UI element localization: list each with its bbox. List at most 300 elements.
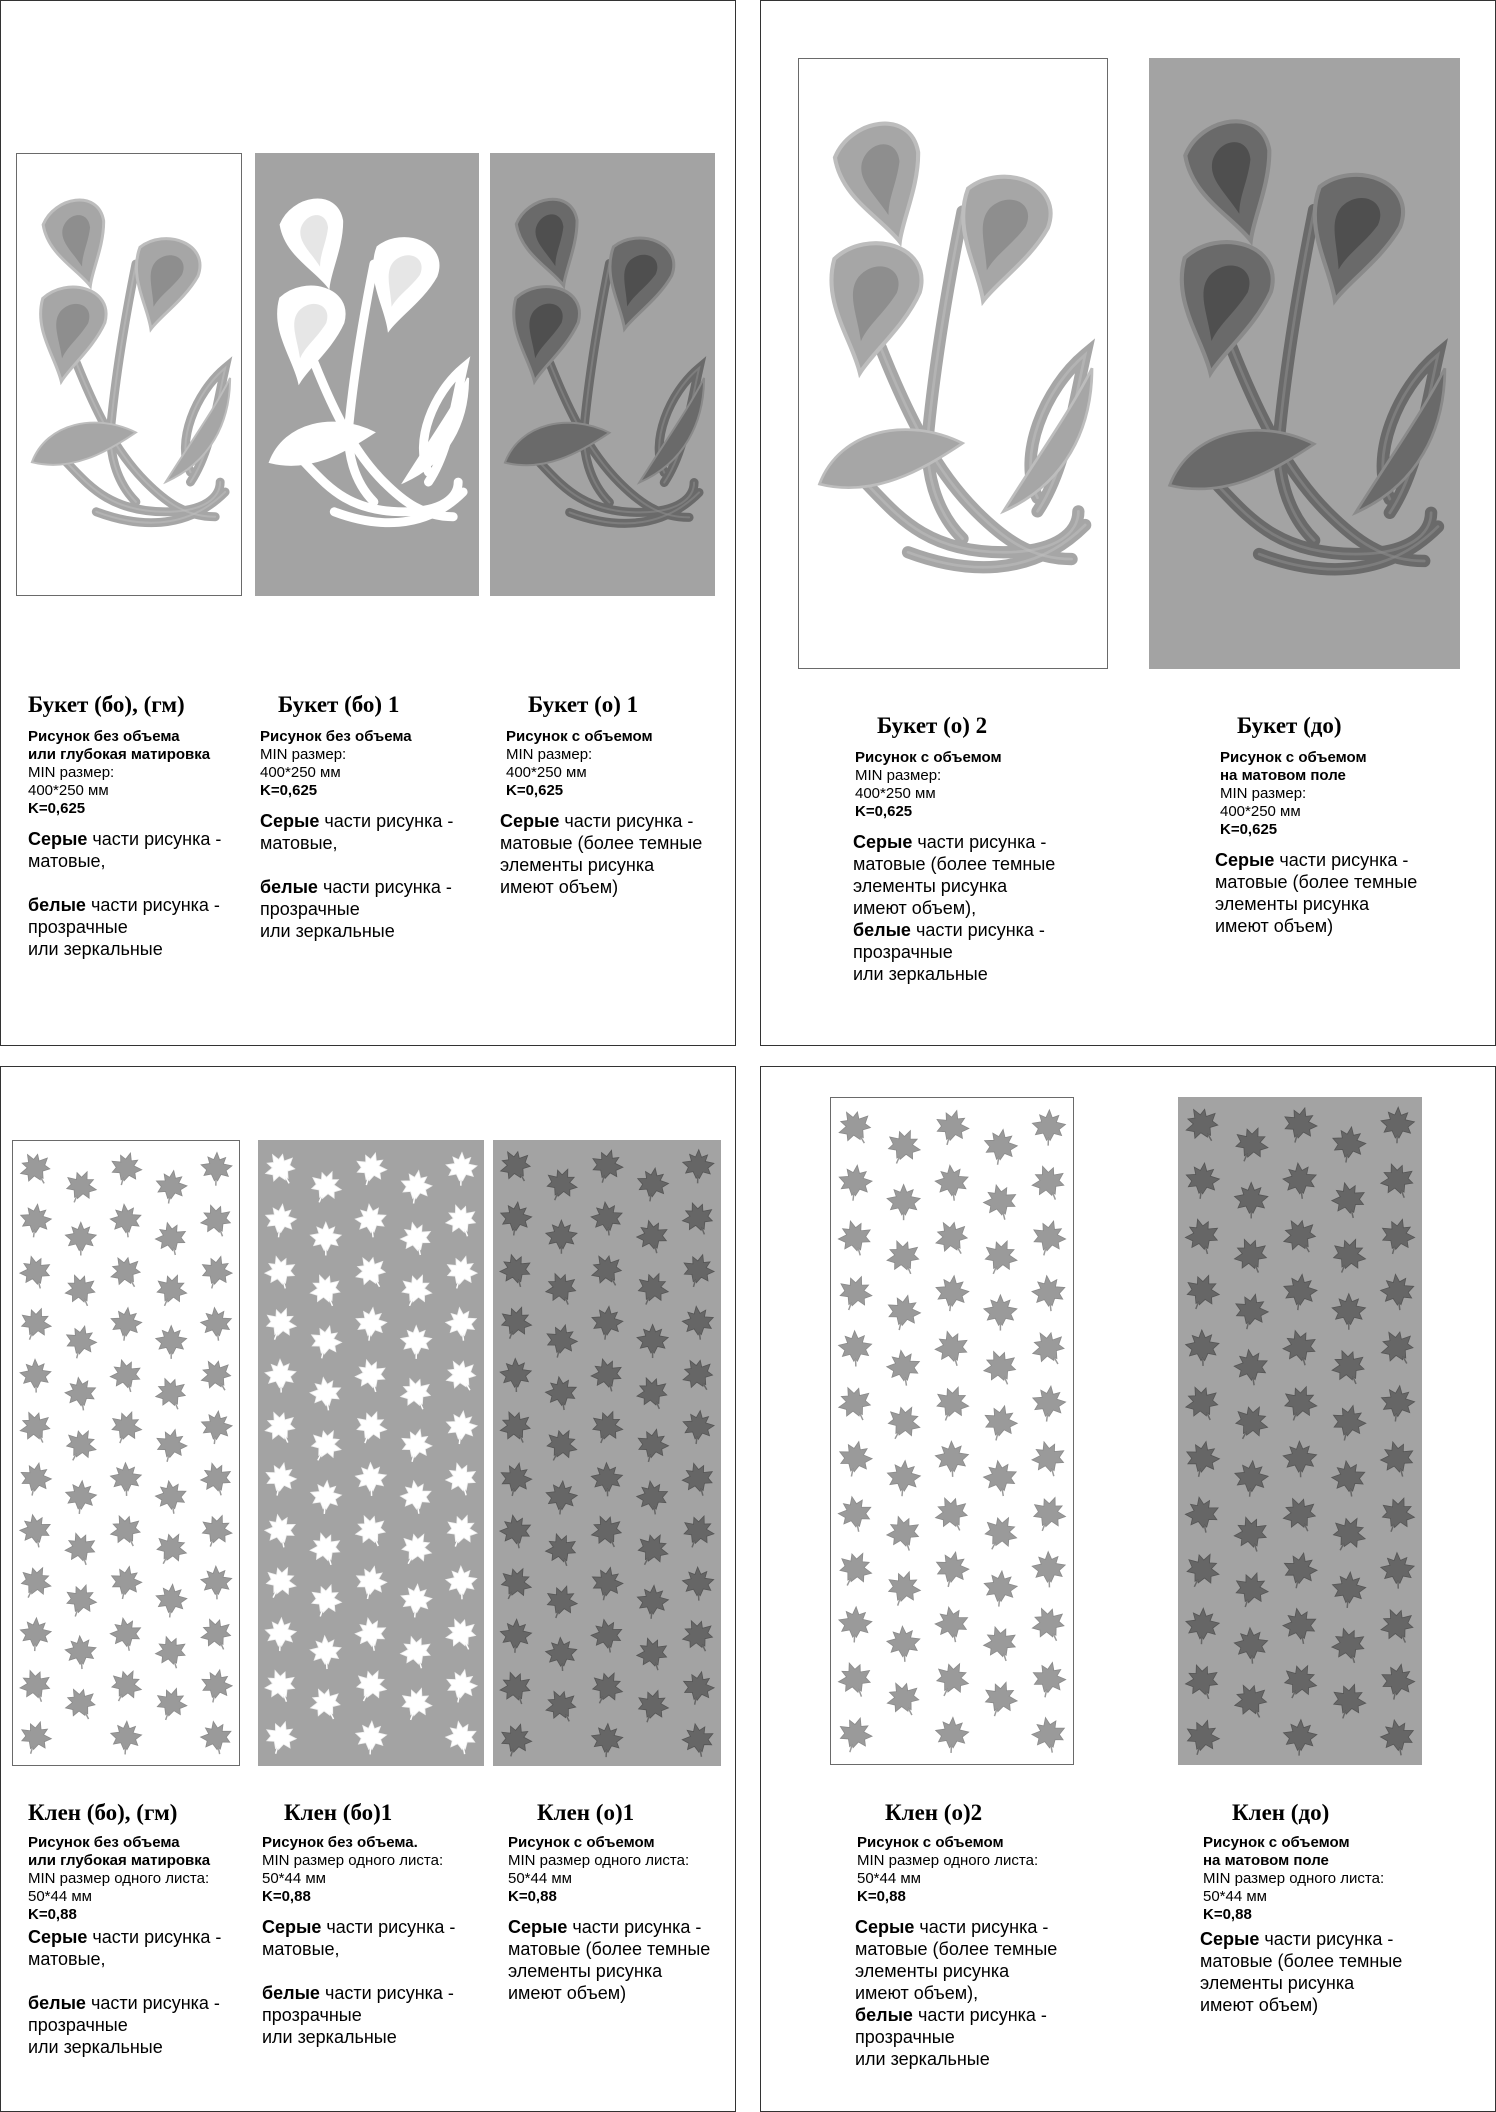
leaf-icon	[835, 1438, 875, 1480]
leaf-icon	[834, 1713, 876, 1757]
leaf-icon	[1328, 1179, 1369, 1222]
design-title: Букет (бо), (гм)	[28, 692, 185, 717]
leaf-icon	[585, 1248, 629, 1293]
leaf-icon	[881, 1676, 927, 1723]
leaf-icon	[1229, 1568, 1272, 1613]
leaf-icon	[1232, 1347, 1271, 1388]
leaf-icon	[1029, 1659, 1069, 1701]
leaf-icon	[62, 1322, 100, 1362]
design-title: Букет (о) 2	[877, 713, 988, 738]
leaf-icon	[882, 1234, 926, 1280]
leaf-icon	[1330, 1458, 1369, 1499]
leaf-icon	[260, 1406, 302, 1449]
leaf-icon	[307, 1322, 345, 1362]
design-note: Серые части рисунка - матовые (более темные элементы рисунка имеют объем), белые части рисунка - прозрачные или зеркальные	[855, 1917, 1058, 2069]
leaf-icon	[886, 1625, 922, 1663]
leaf-icon	[1328, 1401, 1369, 1444]
design-preview-maple-o-2	[830, 1097, 1074, 1765]
design-title: Клен (до)	[1232, 1800, 1330, 1825]
leaf-icon	[1376, 1215, 1418, 1259]
leaf-icon	[545, 1636, 578, 1672]
leaf-icon	[929, 1214, 976, 1262]
leaf-icon	[198, 1667, 235, 1706]
leaf-icon	[676, 1353, 720, 1398]
leaf-icon	[984, 1295, 1017, 1331]
leaf-icon	[1278, 1381, 1322, 1427]
leaf-icon	[677, 1614, 719, 1658]
leaf-icon	[497, 1512, 534, 1551]
leaf-icon	[1327, 1344, 1372, 1390]
leaf-icon	[309, 1635, 342, 1670]
leaf-icon	[196, 1613, 238, 1656]
leaf-icon	[200, 1565, 232, 1599]
leaf-icon	[19, 1617, 52, 1652]
leaf-icon	[678, 1250, 717, 1291]
design-preview-maple-bo-1	[258, 1140, 484, 1766]
leaf-icon	[445, 1565, 477, 1599]
design-card-maple-bo-gm	[28, 1800, 243, 2058]
leaf-icon	[442, 1252, 481, 1293]
leaf-icon	[16, 1252, 55, 1293]
leaf-icon	[1228, 1678, 1274, 1725]
leaf-icon	[632, 1685, 672, 1727]
leaf-icon	[1325, 1511, 1371, 1559]
leaf-icon	[1030, 1384, 1067, 1424]
leaf-icon	[589, 1617, 626, 1656]
design-preview-bouquet-do	[1149, 58, 1460, 669]
leaf-pattern	[13, 1141, 239, 1765]
leaf-icon	[1329, 1124, 1368, 1165]
leaf-icon	[1332, 1294, 1365, 1330]
leaf-icon	[931, 1327, 973, 1370]
leaf-icon	[883, 1291, 924, 1334]
leaf-icon	[306, 1528, 346, 1569]
design-specs: Рисунок с объемом на матовом поле MIN размер: 400*250 мм K=0,625	[1220, 749, 1367, 838]
leaf-icon	[679, 1459, 718, 1500]
leaf-icon	[935, 1441, 969, 1478]
design-note: белые части рисунка - прозрачные или зеркальные	[262, 1983, 454, 2047]
leaf-icon	[832, 1104, 879, 1152]
design-specs: Рисунок без объема MIN размер: 400*250 мм K=0,625	[260, 728, 412, 799]
leaf-icon	[880, 1399, 926, 1446]
leaf-icon	[836, 1494, 875, 1535]
leaf-icon	[587, 1146, 626, 1187]
leaf-icon	[882, 1566, 925, 1611]
leaf-icon	[1228, 1399, 1274, 1447]
design-card-maple-o-1	[508, 1800, 728, 2004]
design-card-maple-bo-1	[262, 1800, 482, 2048]
design-specs: Рисунок без объема или глубокая матировка MIN размер: 400*250 мм K=0,625	[28, 728, 211, 817]
leaf-icon	[441, 1510, 482, 1552]
leaf-icon	[885, 1348, 923, 1388]
leaf-icon	[591, 1723, 624, 1758]
leaf-icon	[929, 1656, 974, 1703]
leaf-icon	[306, 1580, 346, 1622]
leaf-icon	[353, 1615, 390, 1654]
leaf-icon	[395, 1269, 436, 1312]
leaf-icon	[979, 1677, 1022, 1722]
leaf-icon	[837, 1163, 874, 1203]
leaf-icon	[1231, 1290, 1272, 1333]
leaf-icon	[262, 1512, 299, 1551]
leaf-icon	[151, 1373, 192, 1416]
leaf-icon	[979, 1622, 1022, 1666]
leaf-icon	[1029, 1714, 1068, 1755]
leaf-icon	[1180, 1380, 1226, 1427]
design-title: Клен (о)1	[537, 1800, 635, 1825]
leaf-icon	[935, 1716, 970, 1753]
leaf-icon	[352, 1356, 391, 1397]
leaf-icon	[494, 1562, 537, 1606]
leaf-icon	[679, 1669, 717, 1708]
leaf-icon	[398, 1478, 434, 1516]
leaf-icon	[586, 1510, 628, 1554]
leaf-icon	[262, 1460, 299, 1499]
leaf-icon	[977, 1510, 1023, 1557]
leaf-icon	[151, 1632, 191, 1673]
leaf-icon	[264, 1617, 297, 1652]
leaf-icon	[150, 1527, 193, 1571]
leaf-icon	[441, 1200, 482, 1242]
leaf-icon	[1233, 1627, 1269, 1665]
leaf-icon	[443, 1718, 480, 1757]
leaf-icon	[540, 1684, 583, 1728]
leaf-icon	[260, 1303, 301, 1345]
leaf-icon	[500, 1358, 532, 1393]
leaf-icon	[1181, 1659, 1225, 1704]
design-card-bouquet-bo-gm	[28, 692, 243, 960]
leaf-icon	[589, 1304, 624, 1341]
leaf-icon	[933, 1163, 970, 1203]
leaf-icon	[1027, 1492, 1071, 1537]
leaf-icon	[443, 1667, 480, 1706]
design-preview-maple-o-1	[493, 1140, 721, 1766]
flower-icon	[799, 59, 1107, 668]
leaf-icon	[1379, 1384, 1417, 1424]
leaf-icon	[681, 1409, 716, 1446]
leaf-icon	[442, 1459, 481, 1500]
leaf-icon	[633, 1217, 671, 1257]
leaf-icon	[444, 1306, 479, 1343]
design-specs: Рисунок с объемом MIN размер: 400*250 мм K=0,625	[855, 749, 1002, 820]
leaf-icon	[1185, 1607, 1220, 1645]
leaf-icon	[199, 1409, 234, 1446]
leaf-icon	[980, 1181, 1021, 1224]
leaf-icon	[546, 1220, 577, 1254]
leaf-icon	[932, 1604, 971, 1645]
leaf-icon	[631, 1528, 674, 1572]
leaf-icon	[1279, 1103, 1321, 1147]
leaf-icon	[1185, 1329, 1220, 1366]
leaf-icon	[196, 1510, 237, 1552]
leaf-icon	[18, 1202, 53, 1239]
design-preview-bouquet-o-1	[490, 153, 715, 596]
leaf-icon	[632, 1268, 674, 1311]
leaf-icon	[107, 1356, 146, 1397]
leaf-icon	[261, 1665, 301, 1707]
design-note: Серые части рисунка - матовые,	[28, 1927, 222, 1969]
leaf-icon	[635, 1479, 671, 1517]
leaf-icon	[351, 1149, 390, 1190]
flower-icon	[255, 153, 479, 596]
leaf-icon	[978, 1234, 1022, 1280]
design-preview-bouquet-o-2	[798, 58, 1108, 669]
leaf-icon	[1374, 1324, 1421, 1372]
leaf-icon	[197, 1252, 236, 1293]
leaf-icon	[838, 1330, 872, 1367]
leaf-pattern	[831, 1098, 1073, 1764]
leaf-icon	[1376, 1158, 1420, 1204]
leaf-icon	[1028, 1437, 1070, 1480]
leaf-icon	[1032, 1109, 1066, 1146]
leaf-icon	[1327, 1679, 1370, 1724]
leaf-icon	[1182, 1438, 1222, 1480]
leaf-icon	[354, 1306, 389, 1343]
leaf-icon	[197, 1459, 236, 1500]
leaf-icon	[590, 1200, 625, 1237]
design-card-bouquet-do	[1215, 713, 1455, 937]
leaf-icon	[14, 1561, 56, 1605]
leaf-icon	[399, 1583, 433, 1619]
leaf-icon	[195, 1354, 238, 1398]
leaf-icon	[542, 1321, 580, 1361]
leaf-icon	[304, 1424, 347, 1468]
leaf-icon	[682, 1566, 714, 1601]
leaf-icon	[397, 1219, 435, 1259]
leaf-icon	[1026, 1325, 1073, 1373]
leaf-icon	[153, 1478, 189, 1516]
leaf-icon	[1181, 1715, 1223, 1759]
design-title: Букет (бо) 1	[278, 692, 400, 717]
leaf-icon	[151, 1683, 191, 1725]
design-note: Серые части рисунка - матовые,	[262, 1917, 456, 1959]
leaf-icon	[495, 1405, 537, 1449]
leaf-icon	[349, 1250, 392, 1294]
design-preview-bouquet-bo-1	[255, 153, 479, 596]
leaf-icon	[305, 1682, 348, 1726]
design-specs: Рисунок с объемом MIN размер одного листа: 50*44 мм K=0,88	[857, 1834, 1039, 1905]
leaf-icon	[496, 1250, 535, 1291]
leaf-icon	[61, 1580, 101, 1622]
design-note: белые части рисунка - прозрачные или зеркальные	[260, 877, 452, 941]
leaf-icon	[681, 1304, 716, 1341]
leaf-icon	[63, 1375, 99, 1413]
leaf-icon	[105, 1406, 146, 1448]
leaf-icon	[354, 1202, 389, 1239]
leaf-icon	[932, 1549, 972, 1591]
design-note: Серые части рисунка - матовые (более темные элементы рисунка имеют объем), белые части рисунка - прозрачные или зеркальные	[853, 832, 1056, 984]
leaf-icon	[586, 1406, 627, 1449]
leaf-icon	[832, 1546, 877, 1593]
leaf-icon	[978, 1345, 1022, 1391]
design-preview-bouquet-bo-gm	[16, 153, 242, 596]
design-card-bouquet-o-2	[853, 713, 1093, 985]
leaf-icon	[637, 1324, 668, 1358]
leaf-pattern	[258, 1140, 484, 1766]
leaf-icon	[682, 1149, 714, 1184]
design-specs: Рисунок с объемом на матовом поле MIN размер одного листа: 50*44 мм K=0,88	[1203, 1834, 1385, 1923]
leaf-icon	[541, 1529, 581, 1571]
leaf-icon	[59, 1424, 102, 1468]
leaf-icon	[1183, 1494, 1223, 1536]
leaf-icon	[350, 1664, 392, 1708]
design-card-maple-o-2	[855, 1800, 1095, 2070]
leaf-icon	[16, 1665, 56, 1707]
leaf-icon	[445, 1152, 477, 1186]
design-note: белые части рисунка - прозрачные или зеркальные	[28, 895, 220, 959]
leaf-icon	[1179, 1547, 1225, 1594]
leaf-icon	[350, 1406, 391, 1448]
leaf-icon	[441, 1613, 483, 1656]
leaf-icon	[265, 1359, 297, 1393]
leaf-icon	[981, 1127, 1019, 1167]
leaf-icon	[887, 1184, 920, 1220]
leaf-icon	[587, 1355, 626, 1396]
leaf-icon	[1378, 1717, 1418, 1759]
leaf-icon	[64, 1635, 97, 1670]
leaf-icon	[1377, 1437, 1419, 1481]
leaf-icon	[259, 1147, 302, 1191]
leaf-icon	[838, 1606, 873, 1643]
leaf-icon	[1277, 1658, 1323, 1705]
flower-icon	[17, 154, 241, 595]
leaf-icon	[494, 1144, 538, 1189]
leaf-icon	[541, 1268, 583, 1311]
leaf-icon	[1280, 1550, 1320, 1592]
leaf-icon	[17, 1460, 54, 1499]
leaf-icon	[309, 1479, 343, 1515]
leaf-icon	[1230, 1512, 1273, 1557]
design-specs: Рисунок с объемом MIN размер: 400*250 мм K=0,625	[506, 728, 653, 799]
design-card-bouquet-o-1	[500, 692, 725, 898]
leaf-icon	[395, 1527, 438, 1571]
leaf-icon	[834, 1216, 876, 1259]
design-note: Серые части рисунка - матовые (более темные элементы рисунка имеют объем)	[1215, 850, 1418, 936]
leaf-icon	[678, 1197, 719, 1240]
leaf-icon	[105, 1664, 147, 1708]
leaf-icon	[15, 1406, 57, 1449]
leaf-icon	[981, 1458, 1019, 1498]
leaf-icon	[633, 1426, 671, 1466]
leaf-icon	[1279, 1326, 1321, 1370]
leaf-icon	[110, 1462, 142, 1496]
leaf-icon	[1282, 1719, 1317, 1757]
leaf-icon	[1180, 1269, 1224, 1315]
design-note: Серые части рисунка - матовые,	[260, 811, 454, 853]
leaf-icon	[886, 1459, 922, 1498]
leaf-icon	[591, 1462, 623, 1497]
leaf-icon	[65, 1222, 96, 1255]
leaf-icon	[1375, 1492, 1419, 1538]
leaf-icon	[540, 1423, 583, 1467]
leaf-icon	[933, 1274, 970, 1314]
leaf-icon	[1380, 1107, 1415, 1144]
leaf-icon	[543, 1374, 579, 1412]
leaf-icon	[106, 1149, 145, 1190]
leaf-icon	[308, 1375, 344, 1413]
leaf-icon	[930, 1381, 974, 1426]
leaf-icon	[352, 1563, 389, 1602]
leaf-icon	[440, 1354, 483, 1398]
leaf-icon	[20, 1359, 52, 1393]
leaf-icon	[833, 1271, 877, 1316]
leaf-icon	[677, 1510, 718, 1553]
leaf-icon	[498, 1200, 533, 1237]
leaf-icon	[61, 1528, 101, 1569]
leaf-icon	[540, 1163, 582, 1206]
design-note: Серые части рисунка - матовые (более темные элементы рисунка имеют объем)	[1200, 1929, 1403, 2015]
leaf-icon	[495, 1302, 536, 1345]
leaf-icon	[1281, 1161, 1319, 1201]
leaf-icon	[350, 1509, 392, 1552]
leaf-icon	[1331, 1571, 1367, 1610]
leaf-icon	[200, 1152, 232, 1186]
leaf-icon	[834, 1657, 877, 1702]
design-note: белые части рисунка - прозрачные или зеркальные	[28, 1993, 220, 2057]
leaf-icon	[396, 1373, 437, 1416]
leaf-icon	[1032, 1551, 1066, 1588]
leaf-icon	[396, 1683, 436, 1725]
leaf-icon	[14, 1147, 57, 1191]
leaf-icon	[1277, 1213, 1324, 1261]
leaf-icon	[444, 1409, 479, 1446]
leaf-icon	[1181, 1215, 1223, 1259]
leaf-icon	[104, 1250, 147, 1294]
leaf-icon	[1235, 1182, 1268, 1218]
leaf-pattern	[1178, 1097, 1422, 1765]
leaf-icon	[541, 1581, 581, 1623]
leaf-icon	[310, 1222, 341, 1255]
leaf-icon	[497, 1460, 535, 1499]
leaf-icon	[585, 1666, 628, 1710]
leaf-icon	[633, 1633, 673, 1675]
design-title: Букет (о) 1	[528, 692, 639, 717]
leaf-icon	[882, 1511, 925, 1555]
leaf-icon	[980, 1402, 1021, 1445]
leaf-icon	[833, 1381, 878, 1427]
leaf-icon	[355, 1462, 387, 1496]
leaf-icon	[263, 1202, 298, 1239]
leaf-icon	[1281, 1272, 1319, 1312]
leaf-icon	[1233, 1459, 1269, 1498]
leaf-icon	[60, 1269, 101, 1312]
leaf-icon	[1229, 1122, 1274, 1168]
leaf-icon	[1283, 1441, 1318, 1478]
leaf-icon	[109, 1202, 144, 1239]
leaf-icon	[355, 1720, 388, 1755]
leaf-icon	[680, 1721, 717, 1760]
leaf-icon	[1184, 1161, 1222, 1201]
leaf-icon	[261, 1252, 300, 1293]
design-preview-maple-do	[1178, 1097, 1422, 1765]
leaf-icon	[930, 1491, 975, 1537]
leaf-icon	[588, 1564, 626, 1603]
leaf-icon	[1030, 1274, 1067, 1314]
leaf-icon	[1026, 1601, 1071, 1647]
leaf-icon	[305, 1269, 346, 1312]
leaf-icon	[196, 1200, 237, 1242]
leaf-icon	[396, 1632, 436, 1673]
leaf-icon	[1326, 1233, 1371, 1279]
leaf-icon	[153, 1168, 189, 1206]
leaf-icon	[931, 1106, 973, 1149]
leaf-icon	[1028, 1216, 1070, 1259]
leaf-icon	[108, 1615, 145, 1654]
leaf-icon	[60, 1682, 103, 1726]
design-specs: Рисунок без объема. MIN размер одного листа: 50*44 мм K=0,88	[262, 1834, 444, 1905]
leaf-icon	[496, 1667, 537, 1709]
leaf-icon	[199, 1306, 234, 1343]
